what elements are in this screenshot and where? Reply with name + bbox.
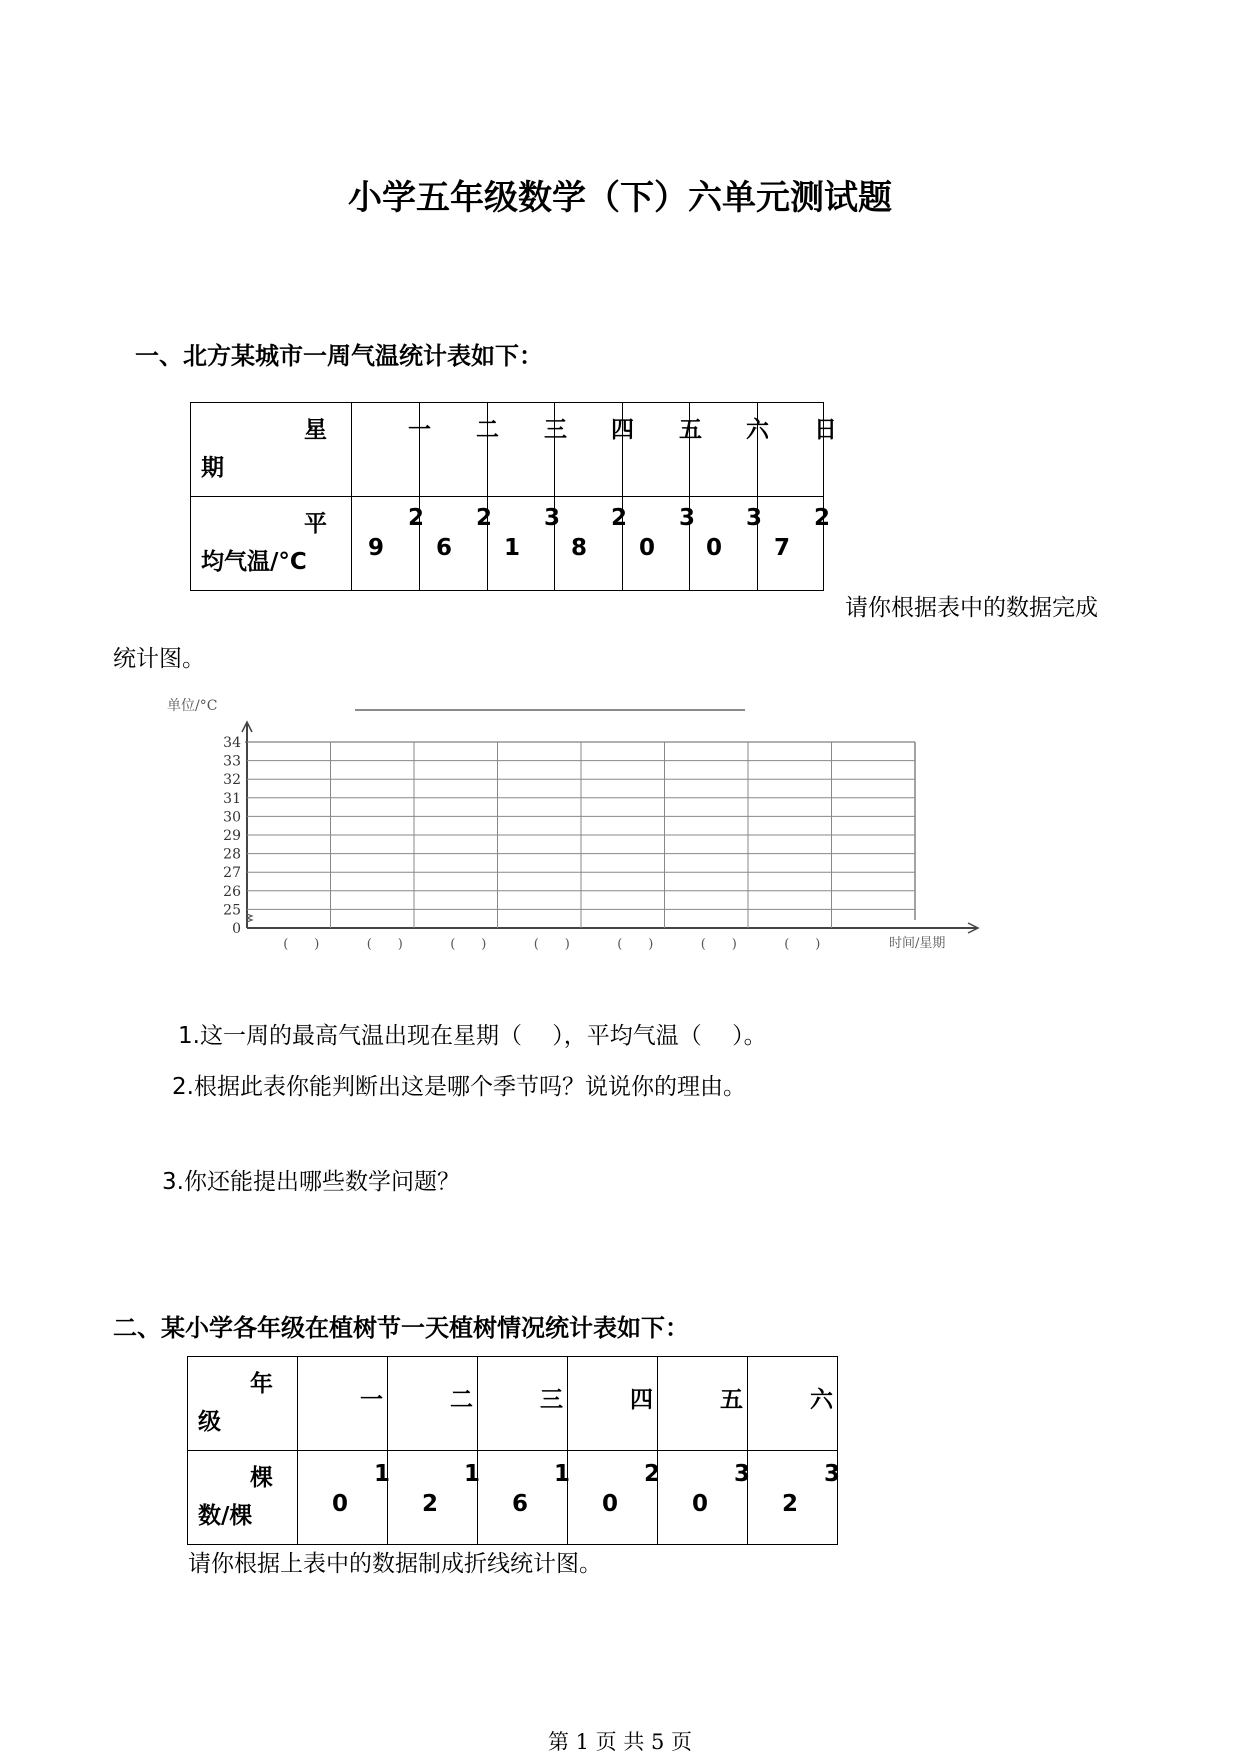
day-cell: 三 bbox=[488, 403, 555, 497]
grade-cell: 六 bbox=[748, 1357, 838, 1451]
temperature-table-day-row bbox=[191, 403, 824, 497]
x-slot-label: ( ) bbox=[283, 937, 320, 952]
tree-planting-table bbox=[187, 1356, 841, 1545]
header-char: 级 bbox=[198, 1409, 221, 1435]
section2-instruction: 请你根据上表中的数据制成折线统计图。 bbox=[188, 1551, 602, 1577]
y-tick-label: 32 bbox=[223, 772, 241, 789]
chart-unit-label: 单位/°C bbox=[167, 698, 218, 714]
header-char: 星 bbox=[304, 417, 327, 443]
count-cell: 1 6 bbox=[478, 1451, 568, 1545]
tree-table-count-row bbox=[188, 1451, 838, 1545]
day-cell: 四 bbox=[555, 403, 623, 497]
grade-cell: 一 bbox=[298, 1357, 388, 1451]
count-cell: 2 0 bbox=[568, 1451, 658, 1545]
x-slot-label: ( ) bbox=[700, 937, 737, 952]
value-cell: 2 9 bbox=[352, 497, 420, 591]
count-cell: 1 0 bbox=[298, 1451, 388, 1545]
grade-row-header bbox=[188, 1357, 298, 1451]
tree-table-grade-row bbox=[188, 1357, 838, 1451]
day-cell: 一 bbox=[352, 403, 420, 497]
x-slot-label: ( ) bbox=[784, 937, 821, 952]
count-cell: 3 2 bbox=[748, 1451, 838, 1545]
section1-heading: 一、北方某城市一周气温统计表如下： bbox=[135, 342, 543, 370]
count-cell: 1 2 bbox=[388, 1451, 478, 1545]
y-tick-label: 33 bbox=[223, 753, 241, 770]
header-char: 平 bbox=[304, 511, 327, 537]
x-slot-label: ( ) bbox=[617, 937, 654, 952]
day-cell: 五 bbox=[623, 403, 690, 497]
value-cell: 3 1 bbox=[488, 497, 555, 591]
grade-cell: 二 bbox=[388, 1357, 478, 1451]
value-cell: 2 8 bbox=[555, 497, 623, 591]
y-tick-label: 26 bbox=[223, 883, 241, 900]
header-char: 均气温/°C bbox=[201, 549, 307, 575]
blank-line-chart bbox=[165, 688, 995, 958]
temperature-table-value-row bbox=[191, 497, 824, 591]
count-cell: 3 0 bbox=[658, 1451, 748, 1545]
question-2: 2.根据此表你能判断出这是哪个季节吗？说说你的理由。 bbox=[172, 1074, 746, 1100]
grade-cell: 四 bbox=[568, 1357, 658, 1451]
x-axis-label: 时间/星期 bbox=[889, 936, 946, 951]
question-3: 3.你还能提出哪些数学问题？ bbox=[162, 1169, 460, 1195]
day-cell: 六 bbox=[690, 403, 758, 497]
instruction-text: 请你根据表中的数据完成 bbox=[845, 595, 1098, 621]
y-tick-label: 25 bbox=[223, 902, 241, 919]
instruction-text-continued: 统计图。 bbox=[113, 646, 205, 672]
section2-heading: 二、某小学各年级在植树节一天植树情况统计表如下： bbox=[113, 1314, 689, 1342]
count-row-header bbox=[188, 1451, 298, 1545]
grade-cell: 三 bbox=[478, 1357, 568, 1451]
question-1: 1.这一周的最高气温出现在星期（ ），平均气温（ ）。 bbox=[178, 1023, 767, 1049]
header-char: 棵 bbox=[250, 1465, 273, 1491]
header-char: 期 bbox=[201, 455, 224, 481]
page-title: 小学五年级数学（下）六单元测试题 bbox=[348, 178, 892, 218]
day-cell: 日 bbox=[758, 403, 824, 497]
y-tick-label: 34 bbox=[223, 735, 241, 751]
value-cell: 2 7 bbox=[758, 497, 824, 591]
grade-cell: 五 bbox=[658, 1357, 748, 1451]
header-char: 数/棵 bbox=[198, 1503, 253, 1529]
x-slot-label: ( ) bbox=[533, 937, 570, 952]
value-cell: 3 0 bbox=[623, 497, 690, 591]
value-row-header bbox=[191, 497, 352, 591]
y-tick-label: 27 bbox=[223, 865, 241, 882]
day-cell: 二 bbox=[420, 403, 488, 497]
x-slot-label: ( ) bbox=[366, 937, 403, 952]
page-footer: 第 1 页 共 5 页 bbox=[547, 1730, 693, 1754]
y-tick-label: 31 bbox=[223, 790, 241, 807]
temperature-table bbox=[190, 402, 837, 591]
y-tick-label: 30 bbox=[223, 809, 241, 826]
header-char: 年 bbox=[250, 1371, 273, 1397]
day-row-header bbox=[191, 403, 352, 497]
x-slot-label: ( ) bbox=[450, 937, 487, 952]
y-tick-label: 29 bbox=[223, 828, 241, 844]
value-cell: 3 0 bbox=[690, 497, 758, 591]
y-tick-label: 0 bbox=[232, 921, 241, 937]
y-tick-label: 28 bbox=[223, 846, 241, 863]
value-cell: 2 6 bbox=[420, 497, 488, 591]
